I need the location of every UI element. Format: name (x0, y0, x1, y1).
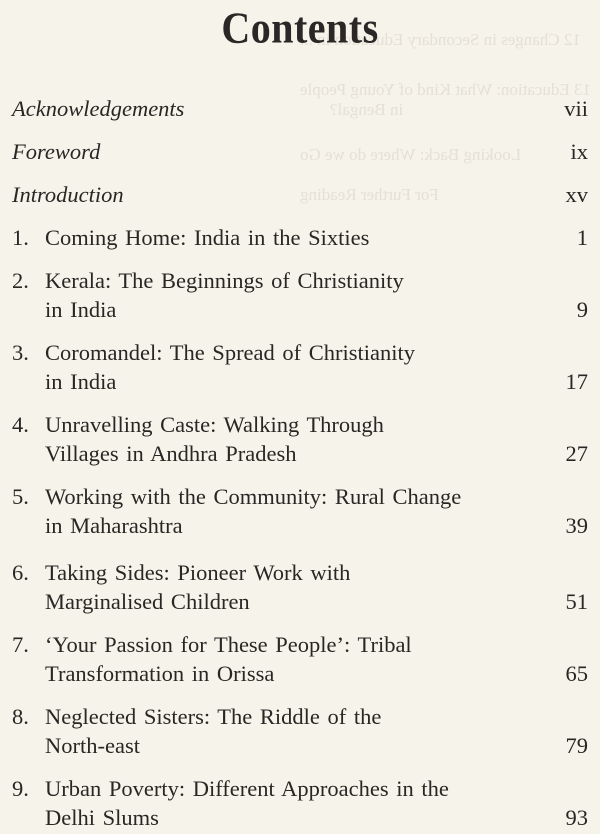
chapter-number: 7. (12, 632, 29, 657)
chapter-title-line: Delhi Slums (45, 805, 159, 830)
chapter-number: 4. (12, 412, 29, 437)
chapter-title-line: Coromandel: The Spread of Christianity (45, 340, 416, 365)
chapter-title-line: Urban Poverty: Different Approaches in the (45, 776, 449, 801)
chapter-title-line: in India (45, 297, 117, 322)
chapter-number: 5. (12, 484, 29, 509)
toc-entry-chapter-5[interactable] (12, 482, 588, 540)
chapter-title-line: Transformation in Orissa (45, 661, 275, 686)
chapter-title-line: North-east (45, 733, 140, 758)
entry-page-number: 27 (565, 441, 588, 466)
toc-entry-chapter-8[interactable] (12, 702, 588, 760)
chapter-number: 1. (12, 225, 29, 250)
entry-page-number: ix (570, 139, 588, 164)
entry-page-number: vii (564, 96, 588, 121)
entry-label: Foreword (12, 139, 101, 164)
chapter-title-line: Coming Home: India in the Sixties (45, 225, 370, 250)
chapter-number: 9. (12, 776, 29, 801)
entry-page-number: 65 (565, 661, 588, 686)
chapter-number: 8. (12, 704, 29, 729)
entry-page-number: 79 (565, 733, 588, 758)
chapter-number: 6. (12, 560, 29, 585)
chapter-title-line: Marginalised Children (45, 589, 250, 614)
entry-page-number: 9 (576, 297, 588, 322)
chapter-title-line: in India (45, 369, 117, 394)
entry-page-number: xv (565, 182, 588, 207)
entry-page-number: 17 (565, 369, 588, 394)
entry-page-number: 1 (576, 225, 588, 250)
chapter-title-line: Neglected Sisters: The Riddle of the (45, 704, 382, 729)
toc-entry-chapter-1[interactable] (12, 223, 588, 252)
toc-entry-chapter-6[interactable] (12, 558, 588, 616)
chapter-title-line: ‘Your Passion for These People’: Tribal (45, 632, 412, 657)
toc-entry-chapter-9[interactable] (12, 774, 588, 832)
entry-page-number: 93 (565, 805, 588, 830)
bleed-through-text: Looking Back: Where do we Go (300, 145, 522, 164)
bleed-through-text: 12 Changes in Secondary Education in ... (300, 30, 581, 49)
toc-entry-introduction[interactable] (12, 180, 588, 209)
toc-entry-chapter-2[interactable] (12, 266, 588, 324)
bleed-through-text: 13 Education: What Kind of Young People (300, 80, 592, 99)
bleed-through-text: in Bengal? (330, 100, 404, 119)
entry-page-number: 39 (565, 513, 588, 538)
chapter-title-line: in Maharashtra (45, 513, 183, 538)
toc-entry-acknowledgements[interactable] (12, 94, 588, 123)
entry-label: Acknowledgements (12, 96, 185, 121)
entry-label: Introduction (12, 182, 124, 207)
toc-entry-chapter-7[interactable] (12, 630, 588, 688)
entry-page-number: 51 (565, 589, 588, 614)
page-title: Contents (221, 2, 379, 53)
chapter-number: 3. (12, 340, 29, 365)
chapter-number: 2. (12, 268, 29, 293)
bleed-through-text: For Further Reading (300, 185, 439, 204)
toc-entry-chapter-4[interactable] (12, 410, 588, 468)
chapter-title-line: Villages in Andhra Pradesh (45, 441, 297, 466)
chapter-title-line: Kerala: The Beginnings of Christianity (45, 268, 404, 293)
chapter-title-line: Unravelling Caste: Walking Through (45, 412, 384, 437)
toc-entry-foreword[interactable] (12, 137, 588, 166)
toc-entry-chapter-3[interactable] (12, 338, 588, 396)
chapter-title-line: Taking Sides: Pioneer Work with (45, 560, 351, 585)
chapter-title-line: Working with the Community: Rural Change (45, 484, 462, 509)
